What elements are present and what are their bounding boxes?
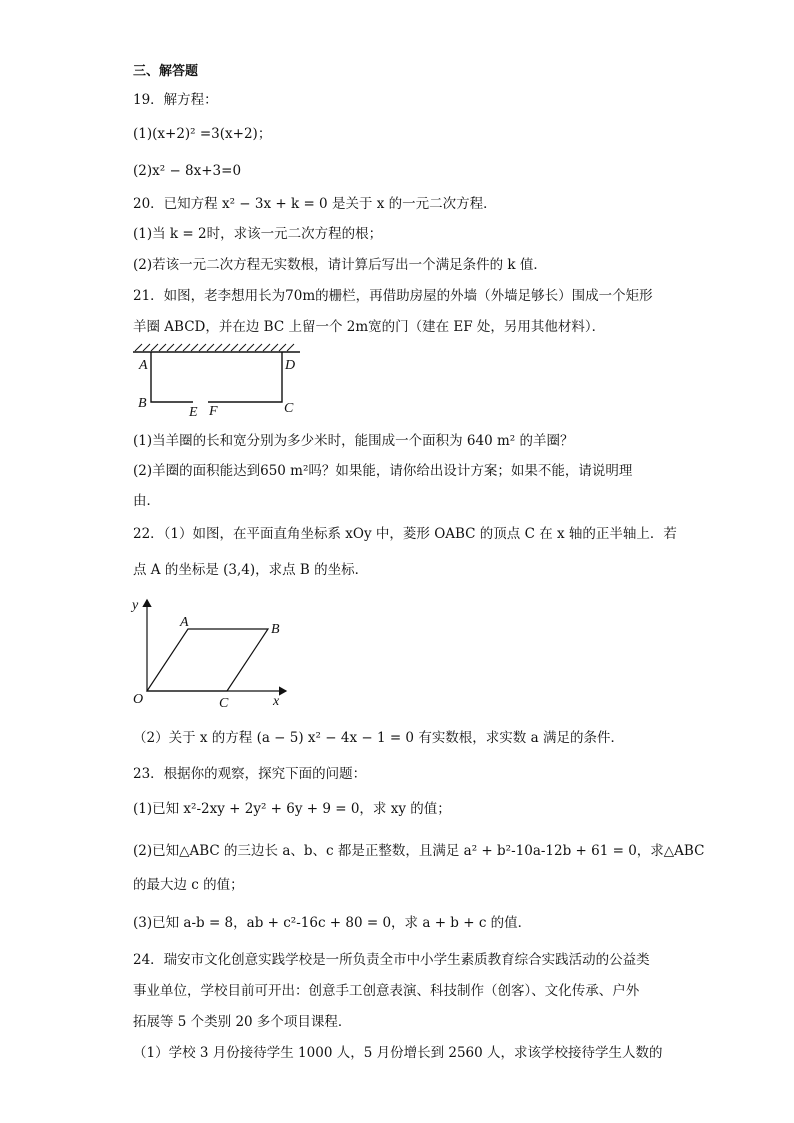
label-B: B: [138, 396, 147, 411]
q23-part3: (3)已知 a-b = 8，ab + c²-16c + 80 = 0，求 a + b + c 的值．: [133, 915, 532, 931]
q23-part2-line1: (2)已知△ABC 的三边长 a、b、c 都是正整数，且满足 a² + b²-10a-12b + 61 = 0，求△ABC: [133, 843, 705, 859]
label-B: B: [271, 622, 280, 637]
q23-part2-line2: 的最大边 c 的值；: [133, 877, 244, 893]
fence-left-side: [151, 352, 193, 402]
label-D: D: [285, 358, 296, 373]
label-E: E: [189, 405, 198, 420]
q24-stem-line1: 24．瑞安市文化创意实践学校是一所负责全市中小学生素质教育综合实践活动的公益类: [133, 952, 650, 968]
q24-stem-line3: 拓展等 5 个类别 20 多个项目课程．: [133, 1014, 352, 1030]
label-O: O: [133, 692, 144, 707]
q19-stem: 19．解方程：: [133, 92, 218, 108]
label-C: C: [219, 696, 229, 711]
q21-stem-line1: 21．如图，老李想用长为70m的栅栏，再借助房屋的外墙（外墙足够长）围成一个矩形: [133, 288, 653, 304]
q22-figure-rhombus: [130, 595, 295, 710]
q23-stem: 23．根据你的观察，探究下面的问题：: [133, 766, 367, 782]
q20-stem: 20．已知方程 x² − 3x + k = 0 是关于 x 的一元二次方程．: [133, 196, 497, 212]
label-x: x: [273, 694, 280, 709]
label-y: y: [132, 598, 139, 613]
q20-part2: (2)若该一元二次方程无实数根，请计算后写出一个满足条件的 k 值．: [133, 257, 547, 273]
q24-stem-line2: 事业单位，学校目前可开出：创意手工创意表演、科技制作（创客）、文化传承、户外: [133, 983, 640, 999]
q21-part1: (1)当羊圈的长和宽分别为多少米时，能围成一个面积为 640 m² 的羊圈？: [133, 433, 574, 449]
q21-part2-line2: 由．: [133, 493, 160, 509]
q19-part2: (2)x² − 8x+3=0: [133, 163, 242, 179]
q21-figure-pen: [133, 342, 313, 422]
section-title: 三、解答题: [133, 64, 199, 79]
label-A: A: [180, 615, 189, 630]
q21-part2-line1: (2)羊圈的面积能达到650 m²吗？如果能，请你给出设计方案；如果不能，请说明理: [133, 463, 633, 479]
q23-part1: (1)已知 x²-2xy + 2y² + 6y + 9 = 0，求 xy 的值；: [133, 801, 451, 817]
q21-stem-line2: 羊圈 ABCD，并在边 BC 上留一个 2m宽的门（建在 EF 处，另用其他材料）．: [133, 319, 606, 335]
label-A: A: [139, 358, 148, 373]
fence-right-side: [208, 352, 282, 402]
wall-hatching: [135, 344, 294, 351]
label-C: C: [284, 401, 294, 416]
q22-stem-line2: 点 A 的坐标是 (3,4)，求点 B 的坐标．: [133, 562, 369, 578]
q19-part1: (1)(x+2)² =3(x+2)；: [133, 126, 272, 142]
q20-part1: (1)当 k = 2时，求该一元二次方程的根；: [133, 226, 383, 242]
q22-stem-line1: 22．（1）如图，在平面直角坐标系 xOy 中，菱形 OABC 的顶点 C 在 x 轴的正半轴上．若: [133, 526, 677, 542]
label-F: F: [209, 404, 218, 419]
q24-part1: （1）学校 3 月份接待学生 1000 人，5 月份增长到 2560 人，求该学校接待学生人数的: [133, 1045, 663, 1061]
rhombus-OABC: [147, 629, 268, 691]
q22-part2: （2）关于 x 的方程 (a − 5) x² − 4x − 1 = 0 有实数根，求实数 a 满足的条件．: [133, 730, 624, 746]
